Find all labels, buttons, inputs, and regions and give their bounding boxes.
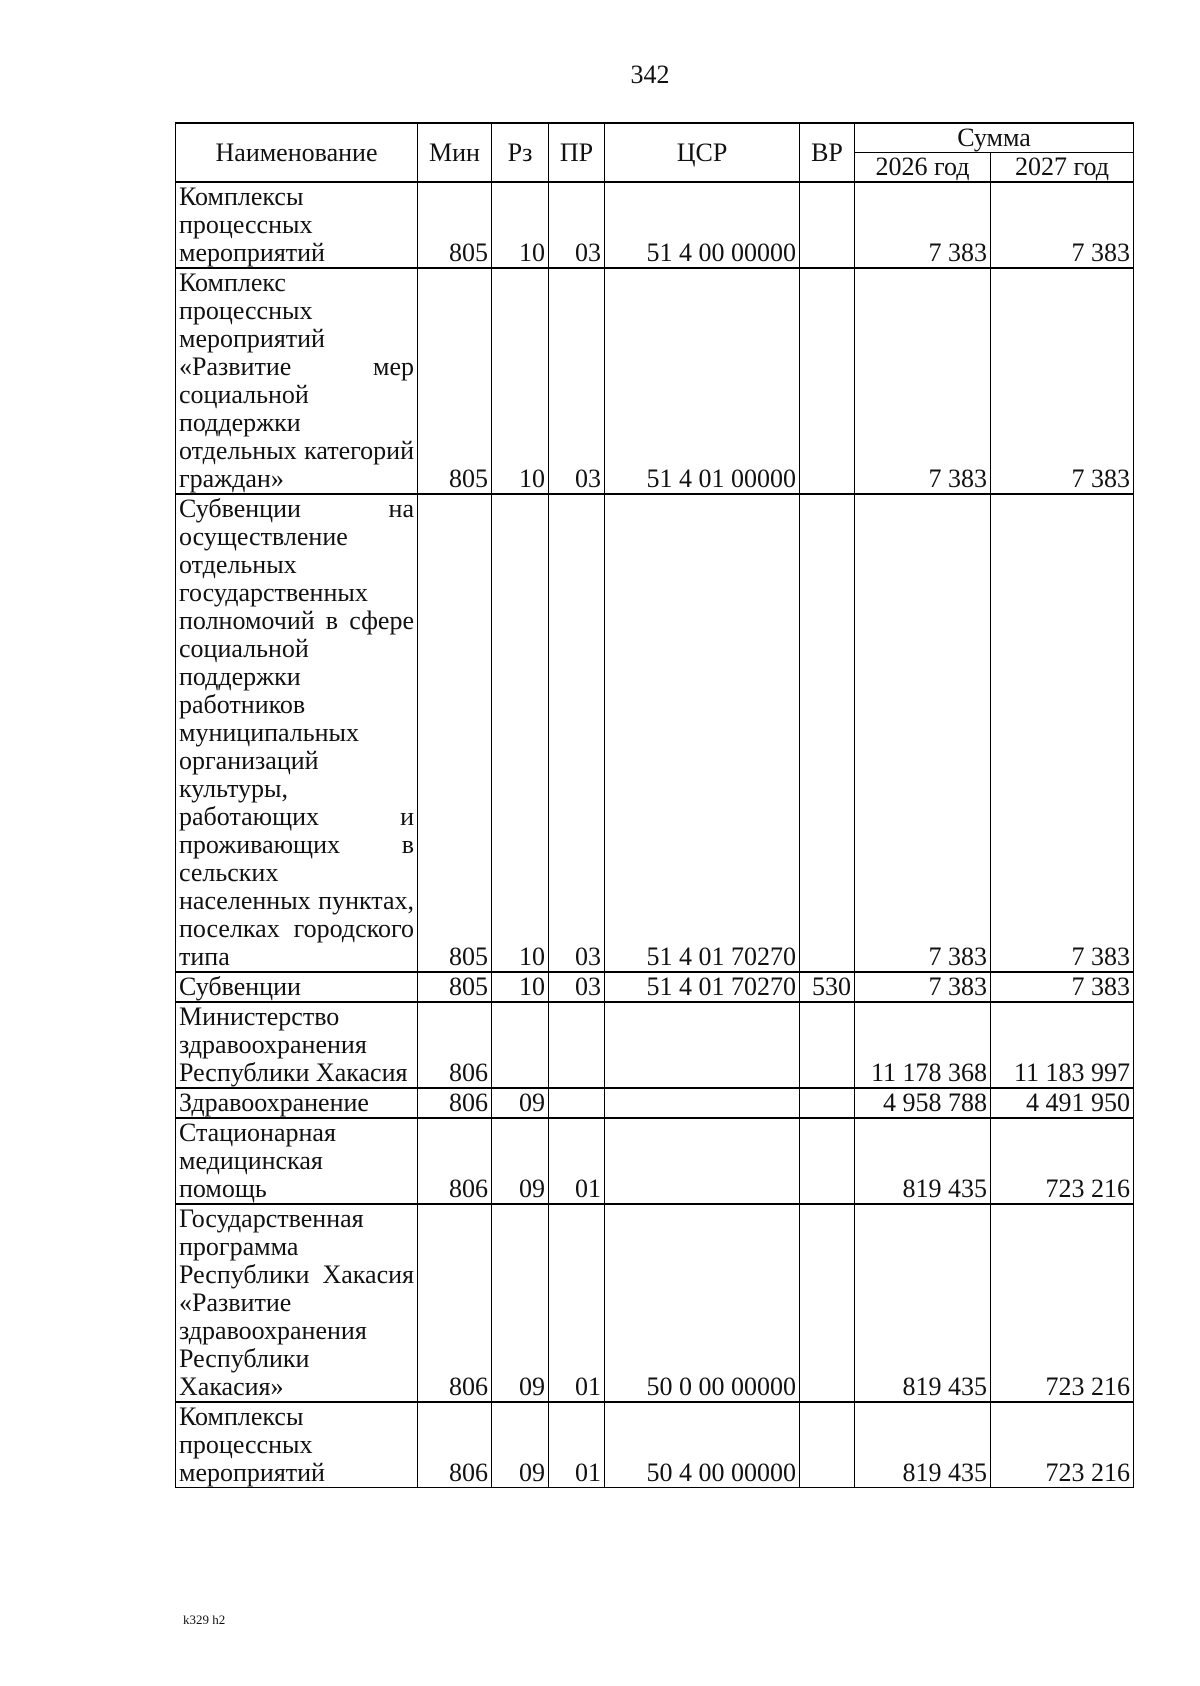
- cell-min: 805: [418, 268, 492, 494]
- cell-y2: 11 183 997: [991, 1002, 1134, 1088]
- cell-y2: 7 383: [991, 972, 1134, 1002]
- cell-name: Стационарная медицинская помощь: [176, 1118, 418, 1204]
- cell-vr: [800, 1002, 855, 1088]
- table-row: [176, 268, 1134, 494]
- cell-vr: [800, 1088, 855, 1118]
- cell-csr: 50 0 00 00000: [605, 1204, 800, 1402]
- cell-y1: 11 178 368: [855, 1002, 991, 1088]
- footer-code: k329 h2: [183, 1612, 226, 1627]
- cell-rz: 09: [492, 1204, 549, 1402]
- cell-csr: [605, 1118, 800, 1204]
- table-row: [176, 1002, 1134, 1088]
- cell-y1: 7 383: [855, 972, 991, 1002]
- cell-min: 805: [418, 494, 492, 972]
- header-csr: ЦСР: [605, 123, 800, 182]
- cell-y2: 7 383: [991, 494, 1134, 972]
- cell-rz: 09: [492, 1088, 549, 1118]
- page-number: 342: [630, 60, 670, 89]
- cell-min: 806: [418, 1204, 492, 1402]
- table-row: [176, 1204, 1134, 1402]
- cell-y1: 819 435: [855, 1118, 991, 1204]
- cell-rz: [492, 1002, 549, 1088]
- cell-name: Комплекс процессных мероприятий «Развитие мер социальной поддержки отдельных категорий граждан»: [176, 268, 418, 494]
- cell-name: Субвенции на осуществление отдельных государственных полномочий в сфере социальной поддержки работников муниципальных организаций культуры, работающих и проживающих в сельских населенных пунктах, поселках городского типа: [176, 494, 418, 972]
- cell-min: 806: [418, 1402, 492, 1488]
- cell-rz: 10: [492, 182, 549, 268]
- cell-csr: 50 4 00 00000: [605, 1402, 800, 1488]
- table-row: [176, 182, 1134, 268]
- budget-table: [175, 122, 1134, 1488]
- cell-y1: 819 435: [855, 1204, 991, 1402]
- cell-y2: 723 216: [991, 1402, 1134, 1488]
- cell-pr: 01: [549, 1118, 605, 1204]
- cell-name: Министерство здравоохранения Республики Хакасия: [176, 1002, 418, 1088]
- cell-name: Здравоохранение: [176, 1088, 418, 1118]
- cell-rz: 10: [492, 972, 549, 1002]
- table-row: [176, 972, 1134, 1002]
- cell-pr: 03: [549, 494, 605, 972]
- cell-y1: 7 383: [855, 494, 991, 972]
- cell-pr: [549, 1088, 605, 1118]
- header-rz: Рз: [492, 123, 549, 182]
- cell-csr: 51 4 00 00000: [605, 182, 800, 268]
- cell-y1: 7 383: [855, 268, 991, 494]
- cell-vr: [800, 182, 855, 268]
- cell-csr: 51 4 01 00000: [605, 268, 800, 494]
- cell-rz: 10: [492, 268, 549, 494]
- header-min: Мин: [418, 123, 492, 182]
- header-sum: Сумма: [855, 123, 1134, 153]
- cell-rz: 10: [492, 494, 549, 972]
- table-body: [176, 182, 1134, 1488]
- cell-csr: [605, 1088, 800, 1118]
- cell-min: 805: [418, 972, 492, 1002]
- header-pr: ПР: [549, 123, 605, 182]
- cell-vr: [800, 1118, 855, 1204]
- cell-name: Комплексы процессных мероприятий: [176, 1402, 418, 1488]
- header-vr: ВР: [800, 123, 855, 182]
- table-row: [176, 494, 1134, 972]
- cell-pr: 03: [549, 182, 605, 268]
- cell-csr: 51 4 01 70270: [605, 972, 800, 1002]
- cell-min: 806: [418, 1002, 492, 1088]
- cell-rz: 09: [492, 1118, 549, 1204]
- table-row: [176, 1088, 1134, 1118]
- cell-pr: 01: [549, 1402, 605, 1488]
- cell-rz: 09: [492, 1402, 549, 1488]
- cell-vr: [800, 268, 855, 494]
- cell-min: 806: [418, 1118, 492, 1204]
- table-row: [176, 1402, 1134, 1488]
- header-name: Наименование: [176, 123, 418, 182]
- cell-y2: 7 383: [991, 268, 1134, 494]
- cell-vr: 530: [800, 972, 855, 1002]
- cell-y1: 819 435: [855, 1402, 991, 1488]
- cell-csr: 51 4 01 70270: [605, 494, 800, 972]
- cell-vr: [800, 494, 855, 972]
- header-year-2026: 2026 год: [855, 153, 991, 183]
- cell-vr: [800, 1402, 855, 1488]
- cell-pr: 03: [549, 972, 605, 1002]
- cell-y2: 7 383: [991, 182, 1134, 268]
- cell-pr: [549, 1002, 605, 1088]
- cell-y1: 7 383: [855, 182, 991, 268]
- cell-name: Государственная программа Республики Хакасия «Развитие здравоохранения Республики Хакасия»: [176, 1204, 418, 1402]
- cell-y2: 723 216: [991, 1204, 1134, 1402]
- cell-pr: 03: [549, 268, 605, 494]
- cell-y2: 723 216: [991, 1118, 1134, 1204]
- cell-y1: 4 958 788: [855, 1088, 991, 1118]
- table-row: [176, 1118, 1134, 1204]
- cell-min: 806: [418, 1088, 492, 1118]
- cell-csr: [605, 1002, 800, 1088]
- cell-y2: 4 491 950: [991, 1088, 1134, 1118]
- cell-name: Субвенции: [176, 972, 418, 1002]
- cell-vr: [800, 1204, 855, 1402]
- header-year-2027: 2027 год: [991, 153, 1134, 183]
- cell-name: Комплексы процессных мероприятий: [176, 182, 418, 268]
- cell-pr: 01: [549, 1204, 605, 1402]
- cell-min: 805: [418, 182, 492, 268]
